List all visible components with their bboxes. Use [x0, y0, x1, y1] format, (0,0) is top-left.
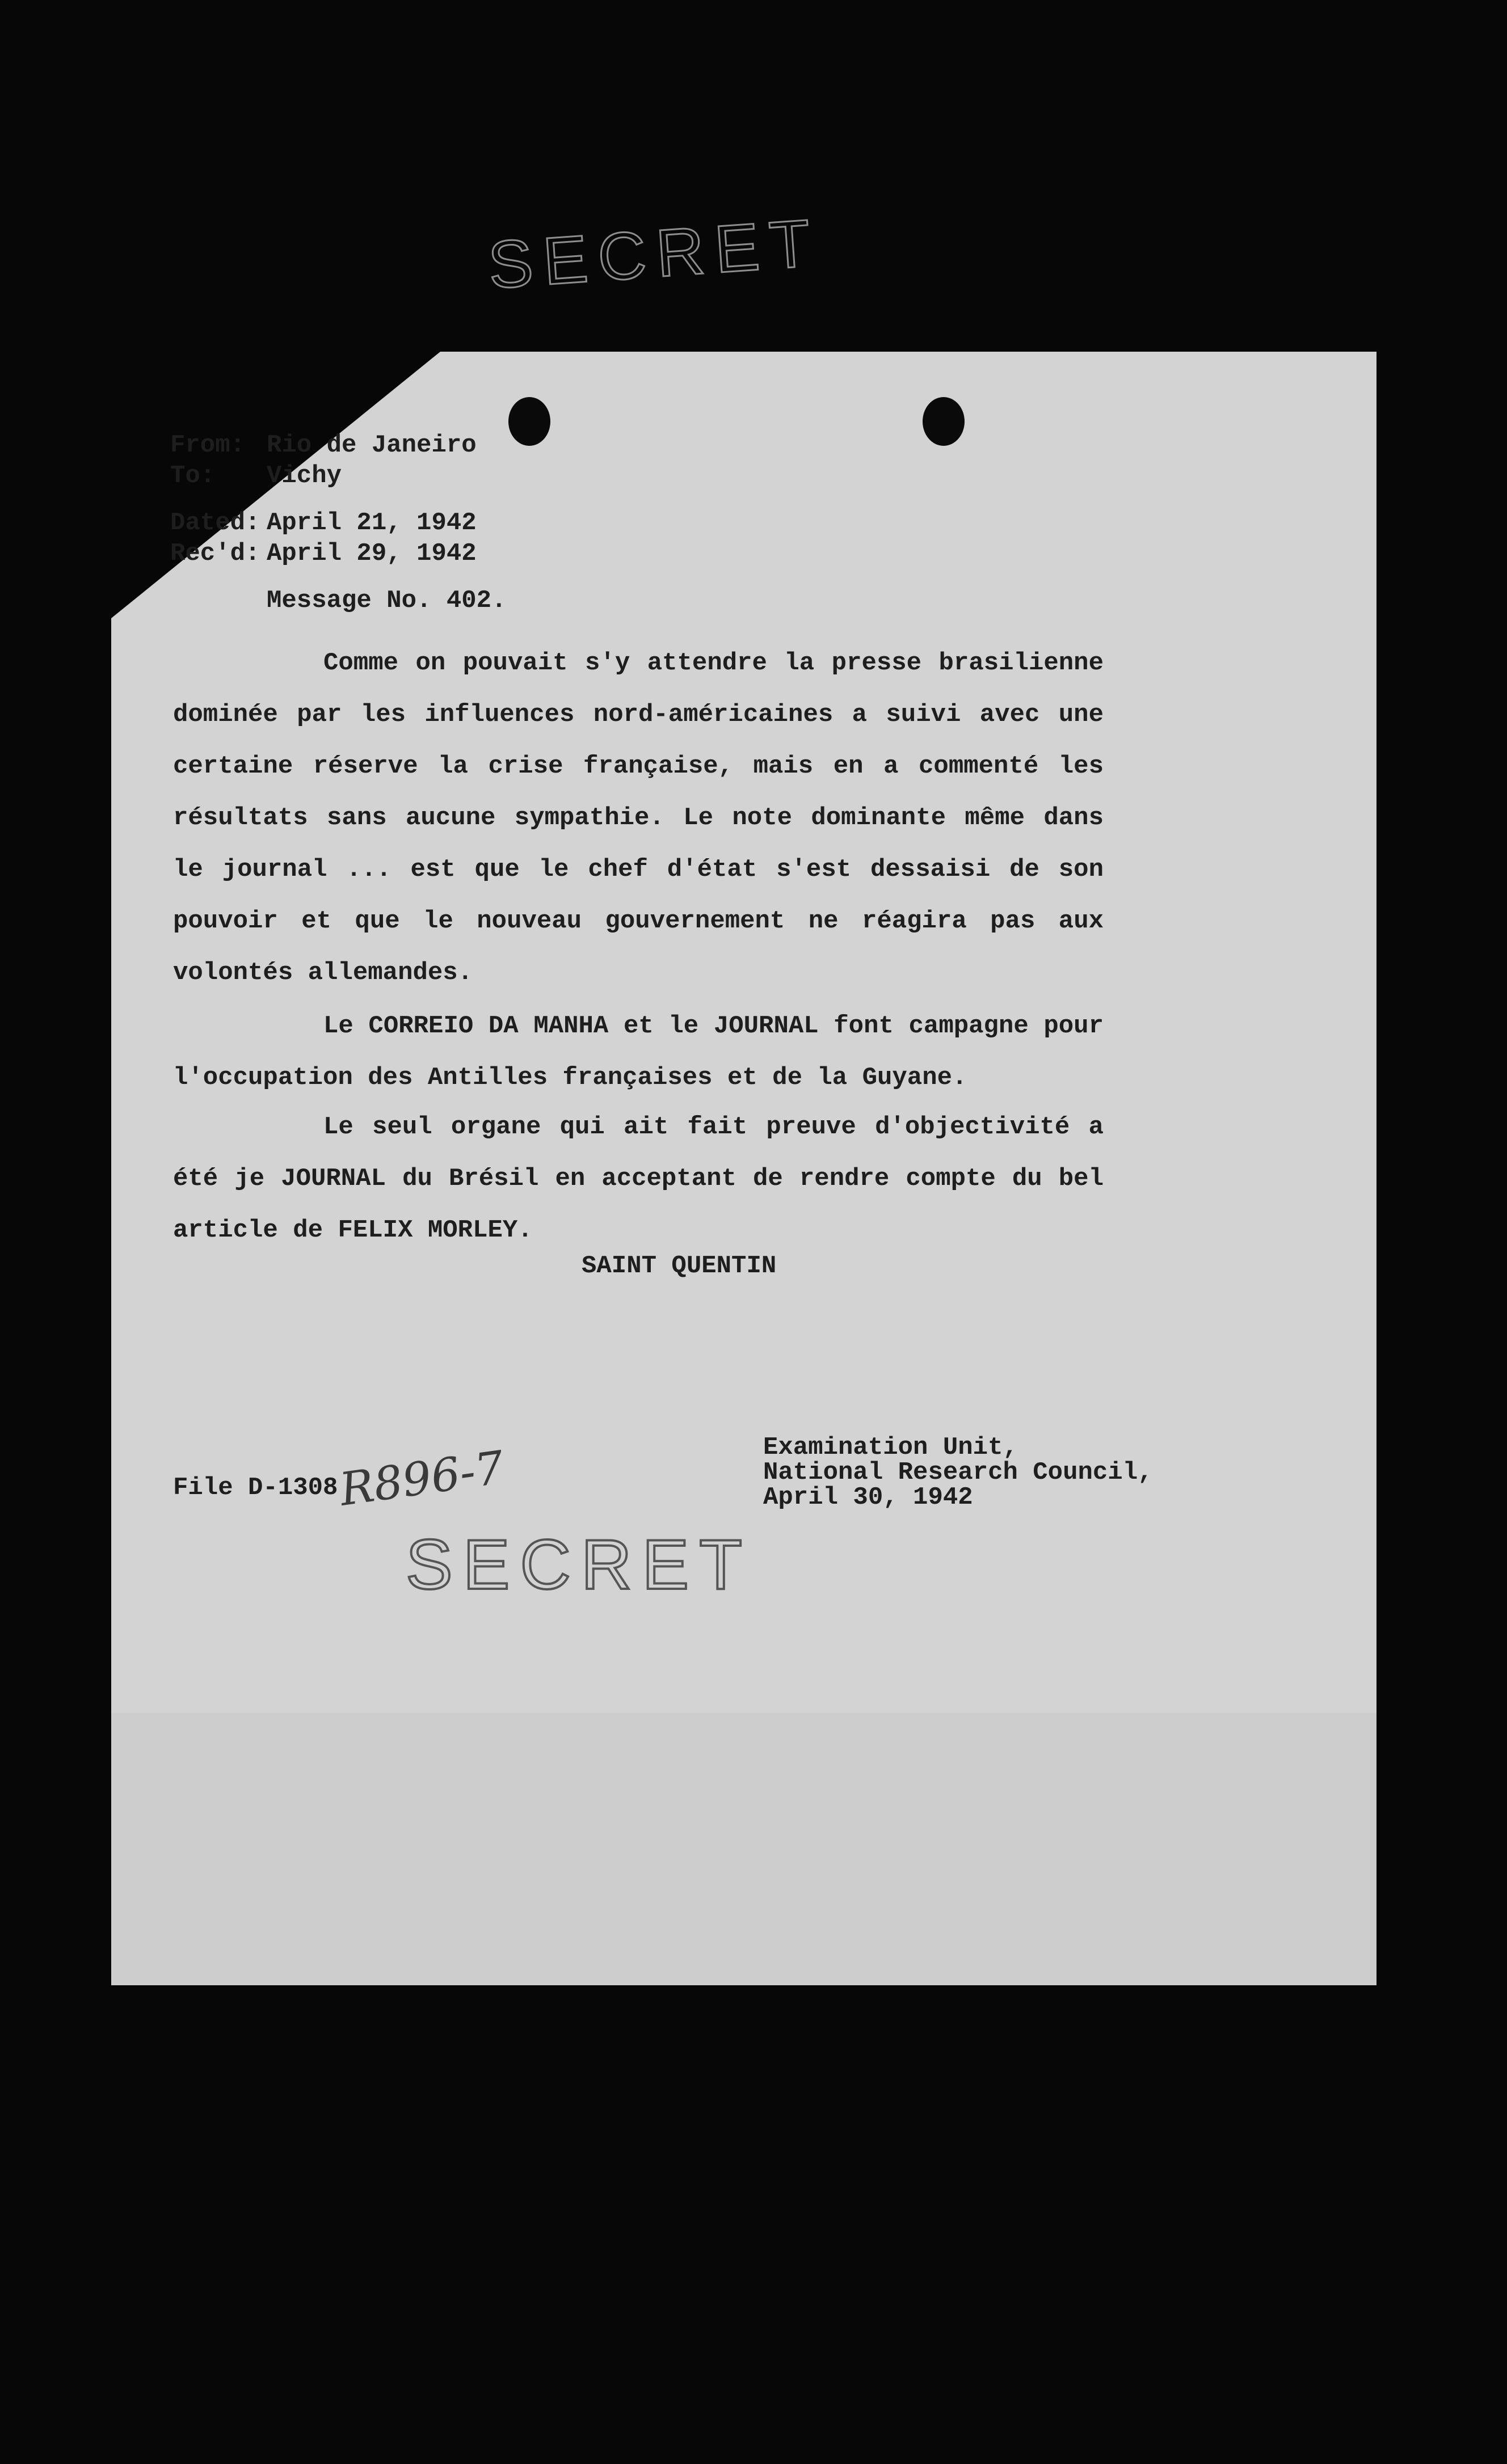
- paper-lower-band: [111, 1713, 1376, 1985]
- signature: SAINT QUENTIN: [582, 1252, 777, 1280]
- from-label: From:: [170, 431, 246, 459]
- dated-label: Dated:: [170, 509, 260, 537]
- dated-value: April 21, 1942: [267, 509, 477, 537]
- examination-line-1: Examination Unit,: [763, 1433, 1018, 1462]
- punch-hole-left: [508, 397, 550, 446]
- dated-line: [170, 508, 477, 538]
- routing-header: [170, 430, 477, 491]
- examination-line-2: National Research Council,: [763, 1458, 1153, 1487]
- file-reference: File D-1308: [173, 1474, 338, 1502]
- body-paragraph-2: Le CORREIO DA MANHA et le JOURNAL font campagne pour l'occupation des Antilles françaises et de la Guyane.: [173, 1012, 1104, 1092]
- to-label: To:: [170, 462, 216, 490]
- to-value: Vichy: [267, 462, 342, 490]
- examination-unit-block: [763, 1435, 1153, 1510]
- punch-hole-right: [923, 397, 965, 446]
- dates-header: [170, 508, 477, 569]
- from-value: Rio de Janeiro: [267, 431, 477, 459]
- to-line: [170, 461, 477, 491]
- body-paragraph-3: Le seul organe qui ait fait preuve d'objectivité a été je JOURNAL du Brésil en acceptant de rendre compte du bel article de FELIX MORLEY.: [173, 1113, 1104, 1244]
- examination-line-3: April 30, 1942: [763, 1483, 973, 1512]
- received-value: April 29, 1942: [267, 539, 477, 568]
- from-line: [170, 430, 477, 461]
- secret-stamp-bottom: SECRET: [406, 1526, 752, 1604]
- received-line: [170, 538, 477, 569]
- handwritten-reference: R896-7: [336, 1441, 507, 1516]
- secret-stamp-top: SECRET: [486, 205, 823, 303]
- received-label: Rec'd:: [170, 539, 260, 568]
- message-number: Message No. 402.: [267, 587, 507, 615]
- body-paragraph-1: Comme on pouvait s'y attendre la presse brasilienne dominée par les influences nord-américaines a suivi avec une certaine réserve la crise française, mais en a commenté les résultats sans aucune sympathie. Le note dominante même dans le journal ... est que le chef d'état s'est dessaisi de son pouvoir et que le nouveau gouvernement ne réagira pas aux volontés allemandes.: [173, 649, 1104, 987]
